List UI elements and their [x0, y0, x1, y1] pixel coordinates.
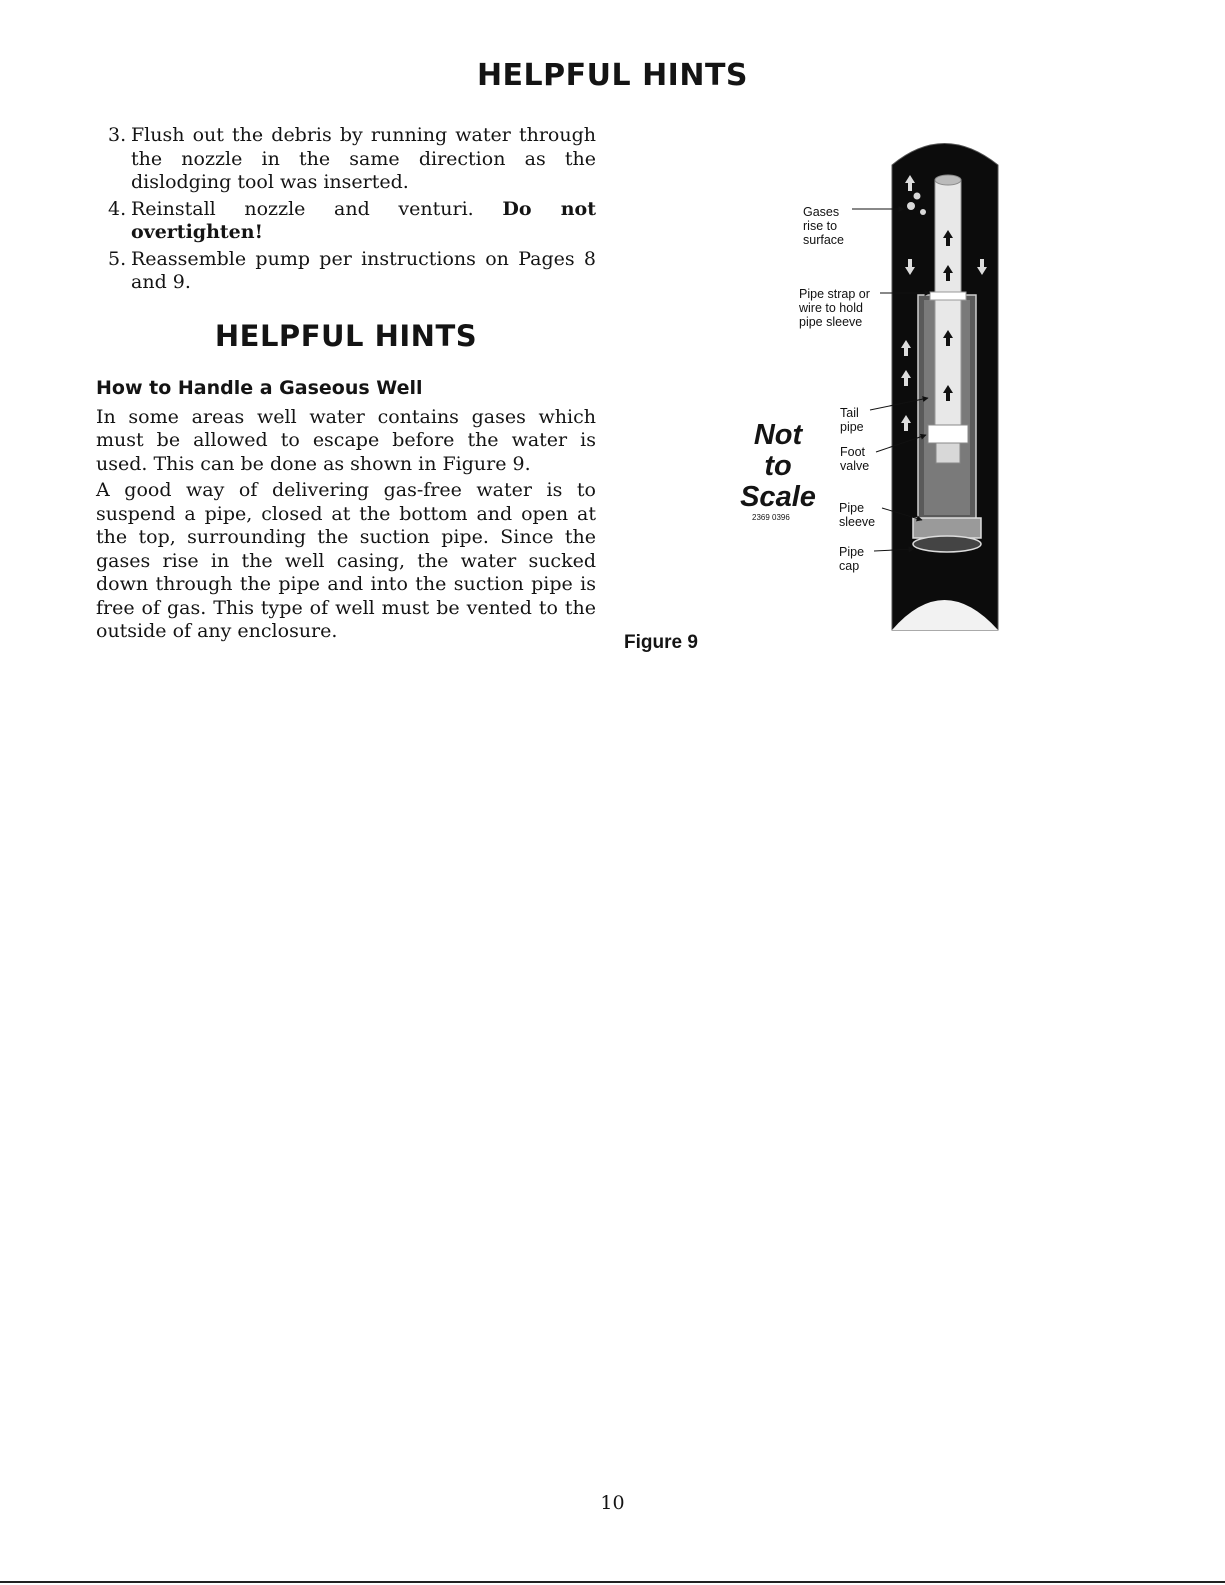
foot-valve-shape: [928, 425, 968, 443]
callout-pipe-sleeve: Pipe sleeve: [839, 501, 876, 529]
callout-pipe-cap: Pipe cap: [839, 545, 865, 573]
left-column: [96, 124, 596, 647]
gaseous-well-figure: [730, 130, 1015, 640]
figure-code: 2369 0396: [752, 513, 790, 522]
page-number: 10: [600, 1492, 625, 1514]
step-number: 3.: [108, 124, 127, 146]
callout-pipe-strap: Pipe strap or wire to hold pipe sleeve: [799, 287, 870, 329]
step-item: [96, 248, 596, 295]
step-text: Flush out the debris by running water through the nozzle in the same direction as the dislodging tool was inserted.: [131, 124, 596, 193]
step-text: Reassemble pump per instructions on Pages 8 and 9.: [131, 247, 596, 293]
pipe-strap-shape: [930, 292, 966, 300]
paragraph: A good way of delivering gas-free water is to suspend a pipe, closed at the bottom and open at the top, surrounding the suction pipe. Since the gases rise in the well casing, the water sucked down through the pipe and into the suction pipe is free of gas. This type of well must be vented to the outside of any enclosure.: [96, 479, 596, 642]
paragraph: In some areas well water contains gases which must be allowed to escape before the water is used. This can be done as shown in Figure 9.: [96, 405, 596, 475]
pipe-cap-shape: [913, 518, 981, 538]
step-number: 4.: [108, 197, 127, 220]
subheading: How to Handle a Gaseous Well: [96, 376, 423, 399]
callout-tail-pipe: Tail pipe: [840, 406, 864, 434]
bottom-rule: [0, 1581, 1225, 1583]
callout-gases: Gases rise to surface: [803, 205, 844, 247]
well-illustration: [730, 130, 1015, 640]
step-number: 5.: [108, 247, 127, 270]
step-item: [96, 124, 596, 195]
step-warning: Do not overtighten!: [131, 197, 596, 243]
step-item: [96, 198, 596, 245]
steps-list: [96, 124, 596, 295]
not-to-scale-label: Not to Scale: [740, 419, 816, 513]
section-title: HELPFUL HINTS: [214, 318, 478, 353]
figure-caption: Figure 9: [624, 632, 698, 653]
callout-foot-valve: Foot valve: [840, 445, 870, 473]
page-title: HELPFUL HINTS: [476, 58, 749, 93]
step-text: Reinstall nozzle and venturi.: [131, 197, 503, 220]
